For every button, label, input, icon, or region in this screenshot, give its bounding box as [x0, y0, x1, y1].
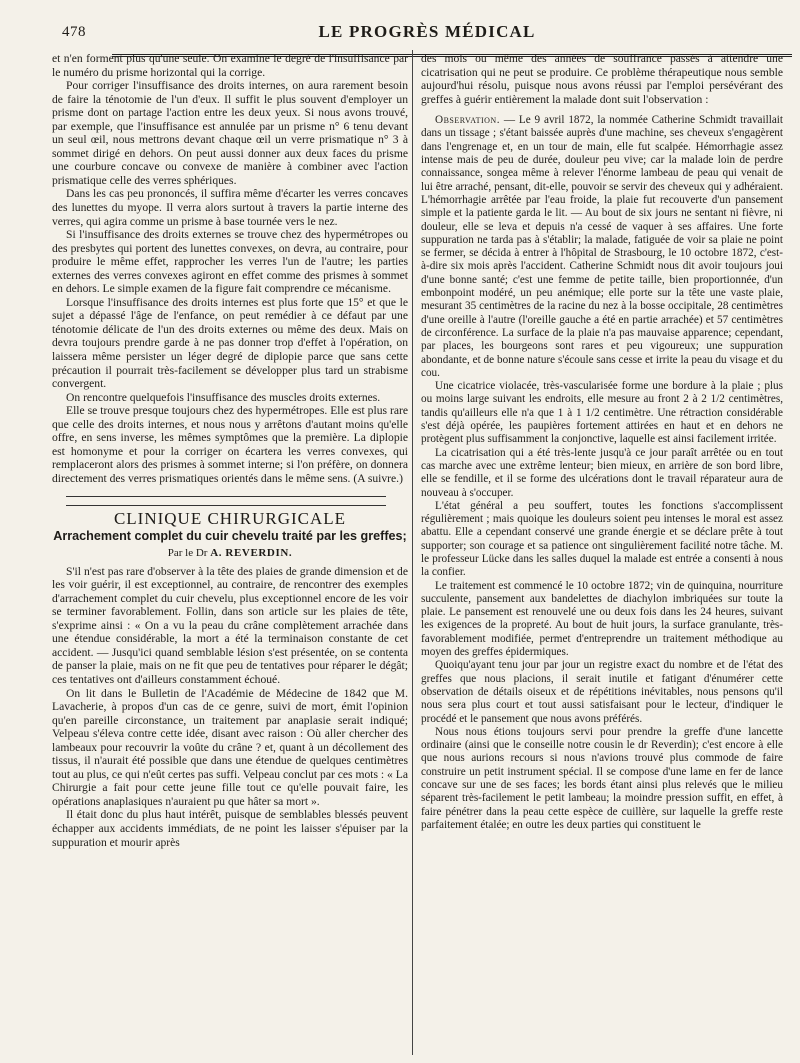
page-number: 478	[62, 24, 86, 40]
column-divider	[412, 50, 413, 1055]
paragraph: Quoiqu'ayant tenu jour par jour un registre exact du nombre et de l'état des greffes que nous placions, il serait inutile et fatigant d'énumérer cette observation de détails oiseux et de répétitions inévitables, nous pensons qu'il nous sera plus court et tout aussi satisfaisant pour le lecteur, d'indiquer le procédé et le pansement que nous avons préférés.	[421, 659, 783, 725]
paragraph: S'il n'est pas rare d'observer à la tête des plaies de grande dimension et de les voir guérir, il est exceptionnel, au contraire, de rencontrer des exemples d'arrachement complet du cuir chevelu, plus exceptionnel encore de les voir se terminer favorablement. Follin, dans son article sur les plaies de tête, s'exprime ainsi : « On a vu la peau du crâne complètement arrachée dans une étendue considérable, la mort a été la terminaison constante de cet accident. — Jusqu'ici quand semblable lésion s'est présentée, on se contenta de panser la plaie, mais on ne fit que peu de tentatives pour réparer le dégât; ces tentatives ont d'ailleurs constamment échoué.	[52, 564, 408, 686]
paragraph: Dans les cas peu prononcés, il suffira même d'écarter les verres concaves des lunettes du myope. Il verra alors surtout à travers la partie interne des verres, qui agira comme un prisme à base tournée vers le nez.	[52, 187, 408, 228]
paragraph: Elle se trouve presque toujours chez des hypermétropes. Elle est plus rare que celle des droits internes, et nous nous y arrêtons d'autant moins qu'elle offre, en sens inverse, les mêmes symptômes que la première. La diplopie est homonyme et pour la corriger on écartera les verres convexes, qui remplaceront alors des prismes à sommet interne; si l'on préfère, on donnera directement des verres prismatiques orientés dans le même sens. (A suivre.)	[52, 404, 408, 485]
paragraph: des mois ou même des années de souffrance passés à attendre une cicatrisation qui ne peut se produire. Ce problème thérapeutique nous semble aujourd'hui résolu, puisque nous avons réussi par l'emploi persévérant des greffes à guérir entièrement la malade dont suit l'observation :	[421, 52, 783, 106]
observation-paragraph	[421, 114, 783, 380]
paragraph: Il était donc du plus haut intérêt, puisque de semblables blessés peuvent échapper aux accidents immédiats, de ne point les laisser s'épuiser par la suppuration et mourir après	[52, 808, 408, 849]
paragraph: Si l'insuffisance des droits externes se trouve chez des hypermétropes ou des presbytes qui portent des lunettes convexes, on devra, au contraire, pour produire le même effet, rapprocher les verres l'un de l'autre; les parties externes des verres convexes agiront en effet comme des prismes à sommet en dehors. Le simple examen de la figure fait comprendre ce mécanisme.	[52, 228, 408, 296]
section-ornament	[66, 496, 386, 506]
article-title: Arrachement complet du cuir chevelu traité par les greffes;	[53, 529, 407, 544]
paragraph: Lorsque l'insuffisance des droits internes est plus forte que 15° et que le sujet a dépassé l'âge de l'enfance, on peut remédier à ce défaut par une ténotomie délicate de l'un des droits externes ou même des deux. Mais on devra toujours prendre garde à ne pas donner trop d'effet à l'opération, on laissera même persister un léger degré de diplopie parce que sans cette précaution il pourrait très-facilement se développer plus tard un strabisme convergent.	[52, 295, 408, 391]
paragraph: Pour corriger l'insuffisance des droits internes, on aura rarement besoin de faire la ténotomie de l'un d'eux. Il suffit le plus souvent d'employer un prisme dont on partage l'action entre les deux yeux. Si nous avons trouvé, par exemple, que l'insuffisance est annulée par un prisme n° 6 tenu devant un seul œil, nous mettrons devant chaque œil un verre prismatique n° 3 à sommet dirigé en dehors. On peut aussi donner aux deux faces du prisme une courbure concave ou convexe de manière à combiner avec l'action prismatique celle des verres sphériques.	[52, 79, 408, 187]
paragraph: Une cicatrice violacée, très-vascularisée forme une bordure à la plaie ; plus ou moins large suivant les endroits, elle mesure au front 2 à 2 1/2 centimètres, tandis qu'ailleurs elle n'a que 1 à 1 1/2 centimètre. Une rétraction considérable s'est déjà opérée, les paupières fortement attirées en haut et en dehors ne protègent plus suffisamment la conjonctive, laquelle est ainsi facilement irritée.	[421, 380, 783, 446]
observation-text: — Le 9 avril 1872, la nommée Catherine Schmidt travaillait dans un tissage ; s'étant baissée auprès d'une machine, ses cheveux s'engagèrent dans l'engrenage et, en un tour de main, elle fut scalpée. Hémorrhagie assez intense mais de peu de durée, douleur peu vive; car la malade loin de perdre connaissance, songea même à relever l'énorme lambeau de peau qui venait de lui être arraché, pensant, dit-elle, pouvoir se servir des cheveux qui y adhéraient. L'hémorrhagie arrêtée par l'eau froide, la plaie fut recouverte d'un pansement simple et la patiente garda le lit. — Au bout de six jours ne sentant ni fièvre, ni douleur, elle se leva et depuis n'a cessé de vaquer à ses affaires. Une forte suppuration ne tarda pas à s'établir; la malade, fatiguée de voir sa plaie ne point se fermer, se décida à entrer à l'hôpital de Strasbourg, le 10 octobre 1872, c'est-à-dire six mois après l'accident. Catherine Schmidt nous dit avoir toujours joui d'une bonne santé; c'est une femme de petite taille, bien proportionnée, d'un embonpoint modéré, un peu anémique; elle porte sur la tête une vaste plaie, mesurant 35 centimètres de la racine du nez à la bosse occipitale, 28 centimètres d'une oreille à l'autre (l'oreille gauche a été en partie arrachée) et 57 centimètres de circonférence. La surface de la plaie n'a pas mauvaise apparence; cependant, par places, les bourgeons sont rares et peu vigoureux; une suppuration abondante, et de bonne nature s'écoule sans cesse et irrite la peau du visage et du cou.	[421, 114, 784, 379]
right-column	[421, 52, 783, 832]
paragraph: La cicatrisation qui a été très-lente jusqu'à ce jour paraît arrêtée ou en tout cas marche avec une extrême lenteur; bien mieux, en arrière de son bord libre, elle se fendille, et il se forme des ulcérations dont le travail réparateur aura de nouveau à s'occuper.	[421, 446, 783, 499]
paragraph: Nous nous étions toujours servi pour prendre la greffe d'une lancette ordinaire (ainsi que le conseille notre cousin le dr Reverdin); c'est encore à elle que nous aurions recours si nous n'avions trouvé plus commode de faire construire un petit instrument spécial. Il se compose d'une lame en fer de lance concave sur une de ses faces; les bords étant ainsi plus relevés que le milieu séparent très-facilement le petit lambeau; la moindre pression suffit, en effet, à faire pénétrer dans la peau cette espèce de cuillère, sur laquelle la greffe reste parfaitement étalée; en outre les deux parties qui constituent le	[421, 725, 783, 831]
author-name: A. REVERDIN.	[210, 547, 293, 560]
byline	[52, 547, 408, 561]
paragraph: On rencontre quelquefois l'insuffisance des muscles droits externes.	[66, 390, 381, 404]
paragraph: et n'en forment plus qu'une seule. On examine le degré de l'insuffisance par le numéro du prisme horizontal qui la corrige.	[52, 52, 408, 79]
running-title: LE PROGRÈS MÉDICAL	[318, 22, 536, 41]
paragraph: On lit dans le Bulletin de l'Académie de Médecine de 1842 que M. Lavacherie, à propos d'un cas de ce genre, suivi de mort, émit l'opinion qu'en pareille circonstance, un traitement par anaplasie serait indiqué; Velpeau s'éleva contre cette idée, disant avec raison : Où aller chercher des lambeaux pour recouvrir la voûte du crâne ? et, quant à un décollement des tissus, il n'aurait été possible que dans une étendue de quelques centimètres tout au plus, ce qui n'eût certes pas suffi. Velpeau conclut par ces mots : « La Chirurgie a fait pour cette jeune fille tout ce qu'elle pouvait faire, les opérations anaplasiques n'auraient pu que hâter sa mort ».	[52, 686, 408, 808]
byline-prefix: Par le Dr	[167, 547, 208, 560]
left-column	[52, 52, 408, 849]
section-title: CLINIQUE CHIRURGICALE	[113, 508, 347, 528]
page-header	[62, 18, 792, 44]
paragraph: L'état général a peu souffert, toutes les fonctions s'accomplissent régulièrement ; mais quoique les douleurs soient peu intenses le moral est assez abattu. Elle a cependant conservé une grande énergie et se déclare prête à tout supporter; son courage et sa patience ont singulièrement facilité notre tâche. M. le professeur Lücke dans les salles duquel la malade est entrée a consenti à nous la confier.	[421, 499, 783, 579]
observation-label: Observation.	[435, 114, 500, 127]
paragraph: Le traitement est commencé le 10 octobre 1872; vin de quinquina, nourriture succulente, pansement aux bandelettes de diachylon imbriquées sur toute la plaie. Le pansement est renouvelé une ou deux fois dans les 24 heures, suivant les exigences de la propreté. Au bout de huit jours, la surface granulante, très-favorablement modifiée, permet d'entreprendre un traitement méthodique au moyen des greffes épidermiques.	[421, 579, 783, 659]
